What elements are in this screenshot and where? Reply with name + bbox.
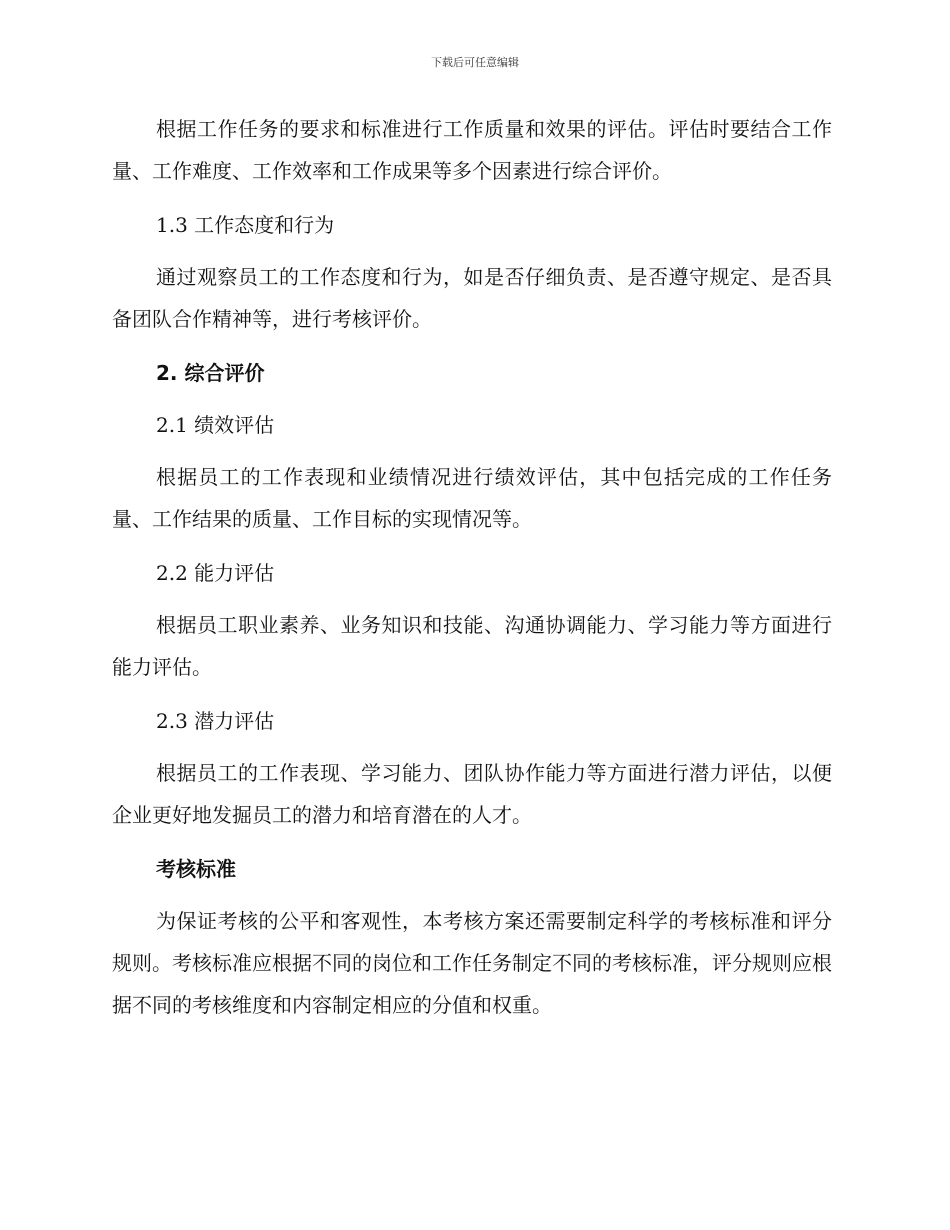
paragraph-work-attitude: 通过观察员工的工作态度和行为，如是否仔细负责、是否遵守规定、是否具备团队合作精神等，进行考核评价。: [112, 265, 832, 331]
heading-2-2: 2.2 能力评估: [156, 561, 275, 585]
document-body: [112, 108, 832, 1038]
paragraph-standards: 为保证考核的公平和客观性，本考核方案还需要制定科学的考核标准和评分规则。考核标准应根据不同的岗位和工作任务制定不同的考核标准，评分规则应根据不同的考核维度和内容制定相应的分值和权重。: [112, 909, 832, 1017]
heading-1-3: 1.3 工作态度和行为: [156, 213, 335, 237]
heading-2: 2. 综合评价: [156, 361, 265, 385]
paragraph-ability: 根据员工职业素养、业务知识和技能、沟通协调能力、学习能力等方面进行能力评估。: [112, 613, 832, 679]
heading-2-3: 2.3 潜力评估: [156, 709, 275, 733]
heading-standards: 考核标准: [156, 857, 236, 881]
paragraph-work-quality: 根据工作任务的要求和标准进行工作质量和效果的评估。评估时要结合工作量、工作难度、工作效率和工作成果等多个因素进行综合评价。: [112, 117, 832, 183]
heading-2-1: 2.1 绩效评估: [156, 413, 275, 437]
paragraph-potential: 根据员工的工作表现、学习能力、团队协作能力等方面进行潜力评估，以便企业更好地发掘员工的潜力和培育潜在的人才。: [112, 761, 832, 827]
page-header: 下载后可任意编辑: [431, 56, 519, 69]
paragraph-performance: 根据员工的工作表现和业绩情况进行绩效评估，其中包括完成的工作任务量、工作结果的质量、工作目标的实现情况等。: [112, 465, 832, 531]
